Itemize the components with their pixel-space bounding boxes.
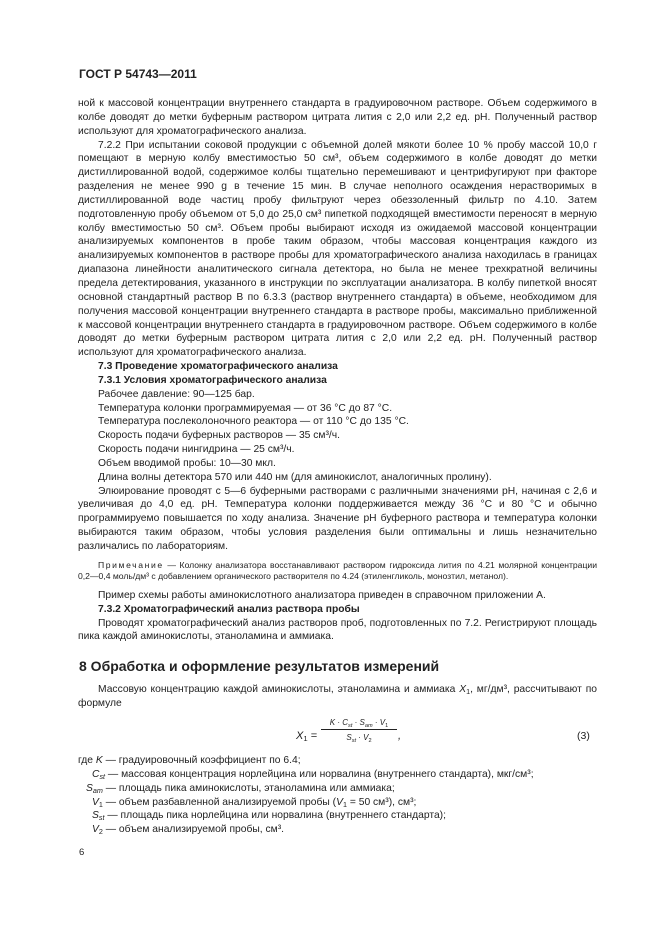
heading-section-8: 8 Обработка и оформление результатов измерений [79,658,440,674]
paragraph-elution: Элюирование проводят с 5—6 буферными растворами с различными значениями рН, начиная с 2,6 и увеличивая до 4,0 ед. рН. Температура колонки поддерживается между 36 °С и 80 °С и обычно программируемо повышается по ходу анализа. Значение рН буферного раствора и температура колонки выбираются таким образом, чтобы условия разделения были оптимальны и лишь незначительно различались по лабораториям. [78,485,597,552]
p8-text: Массовую концентрацию каждой аминокислоты, этаноламина и аммиака [98,684,456,695]
formula-numerator: $K \cdot C_{st} \cdot S_{am} \cdot V_1$ [321,718,397,730]
formula-3 [0,718,661,752]
def-v1-eq: = 50 см³), см³; [346,796,417,808]
def-k-text: — градуировочный коэффициент по 6.4; [102,755,301,766]
def-v1: $V_1$ — объем разбавленной анализируемой пробы ($V_1 = 50$ см³), см³; [92,796,417,809]
defs-intro: где [78,755,94,766]
formula-denominator: $S_{st} \cdot V_2$ [346,733,372,744]
note-label: Примечание [98,559,164,570]
paragraph-8-intro: Массовую концентрацию каждой аминокислоты, этаноламина и аммиака $X_1$, мг/дм³, рассчитывают по формуле [78,684,597,709]
def-sam: $S_{am}$ — площадь пика аминокислоты, этаноламина или аммиака; [86,782,395,795]
def-v2-text: — объем анализируемой пробы, см³. [102,824,285,836]
formula-lhs: $X_1$ = [296,730,318,743]
paragraph-7-2-2: 7.2.2 При испытании соковой продукции с объемной долей мякоти более 10 % пробу массой 10,0 г помещают в мерную колбу вместимостью 50 см³, объем содержимого в колбе доводят до метки дистиллированной водой, содержимое колбы тщательно перемешивают и центрифугируют при факторе разделения не менее 990 g в течение 15 мин. В случае неполного осаждения нерастворимых в дистиллированной воде частиц пробу фильтруют через обеззоленный фильтр по 4.10. Затем подготовленную пробу объемом от 5,0 до 25,0 см³ пипеткой подходящей вместимости переносят в мерную колбу вместимостью 50 см³. Объем пробы выбирают исходя из ожидаемой массовой концентрации анализируемых компонентов в пробе таким образом, чтобы массовая концентрация каждого из анализируемых компонентов в растворе пробы для хроматографического анализа находилась в границах диапазона линейности аналитического сигнала детектора, но была не менее трехкратной величины предела детектирования, указанного в инструкции по эксплуатации анализатора. В колбу пипеткой вносят основной стандартный раствор В по 6.3.3 (раствор внутреннего стандарта) в объеме, необходимом для получения массовой концентрации внутреннего стандарта в растворе пробы, максимально приближенной к массовой концентрации внутреннего стандарта в градуировочном растворе. Объем содержимого в колбе доводят до метки буферным раствором цитрата лития с 2,0 или 2,2 ед. рН. Полученный раствор используют для хроматографического анализа. [78,139,597,359]
def-v1-text: — объем разбавленной анализируемой пробы ( [102,796,337,808]
def-cst: $C_{st}$ — массовая концентрация норлейцина или норвалина (внутреннего стандарта), мкг/см³; [92,768,534,781]
def-cst-text: — массовая концентрация норлейцина или норвалина (внутреннего стандарта), мкг/см³; [105,768,534,780]
document-header: ГОСТ Р 54743—2011 [79,67,197,81]
formula-fraction [321,718,397,742]
section-8-intro [78,683,597,711]
note [78,560,597,583]
condition-ninhydrin-rate: Скорость подачи нингидрина — 25 см³/ч. [98,444,295,456]
def-v2: $V_2$ — объем анализируемой пробы, см³. [92,824,285,837]
section-7-content [78,97,597,644]
paragraph-7-3-2: Проводят хроматографический анализ растворов проб, подготовленных по 7.2. Регистрируют площадь пика каждой аминокислоты, этаноламина и аммиака. [78,617,597,643]
note-text: — Колонку анализатора восстанавливают раствором гидроксида лития по 4.21 молярной концентрации 0,2—0,4 моль/дм³ с добавлением органического растворителя по 4.24 (этиленгликоль, монозтил, метанол). [78,559,597,582]
p8-unit: , мг/дм³, рассчитывают по формуле [78,684,597,709]
condition-pressure: Рабочее давление: 90—125 бар. [98,388,255,400]
def-sst: $S_{st}$ — площадь пика норлейцина или норвалина (внутреннего стандарта); [92,810,446,823]
page-number: 6 [79,847,85,858]
formula-number: (3) [577,730,590,742]
paragraph-continuation: ной к массовой концентрации внутреннего стандарта в градуировочном растворе. Объем содержимого в колбе доводят до метки буферным раствором цитрата лития с 2,0 или 2,2 ед. рН. Полученный раствор используют для хроматографического анализа. [78,98,597,137]
formula-definitions [78,754,597,837]
def-sst-text: — площадь пика норлейцина или норвалина (внутреннего стандарта); [104,810,446,822]
condition-buffer-rate: Скорость подачи буферных растворов — 35 см³/ч. [98,430,341,442]
heading-7-3: 7.3 Проведение хроматографического анализа [98,361,338,373]
heading-7-3-1: 7.3.1 Условия хроматографического анализа [98,374,327,386]
heading-7-3-2: 7.3.2 Хроматографический анализ раствора пробы [98,603,360,615]
def-k: где K — градуировочный коэффициент по 6.4; [78,755,301,766]
formula-comma: , [398,730,402,742]
def-sam-text: — площадь пика аминокислоты, этаноламина или аммиака; [102,782,395,794]
condition-sample-volume: Объем вводимой пробы: 10—30 мкл. [98,457,276,469]
paragraph-scheme: Пример схемы работы аминокислотного анализатора приведен в справочном приложении А. [98,589,546,601]
condition-reactor-temp: Температура послеколоночного реактора — от 110 °С до 135 °С. [98,416,409,428]
condition-wavelength: Длина волны детектора 570 или 440 нм (для аминокислот, аналогичных пролину). [98,471,492,483]
condition-column-temp: Температура колонки программируемая — от 36 °С до 87 °С. [98,402,393,414]
